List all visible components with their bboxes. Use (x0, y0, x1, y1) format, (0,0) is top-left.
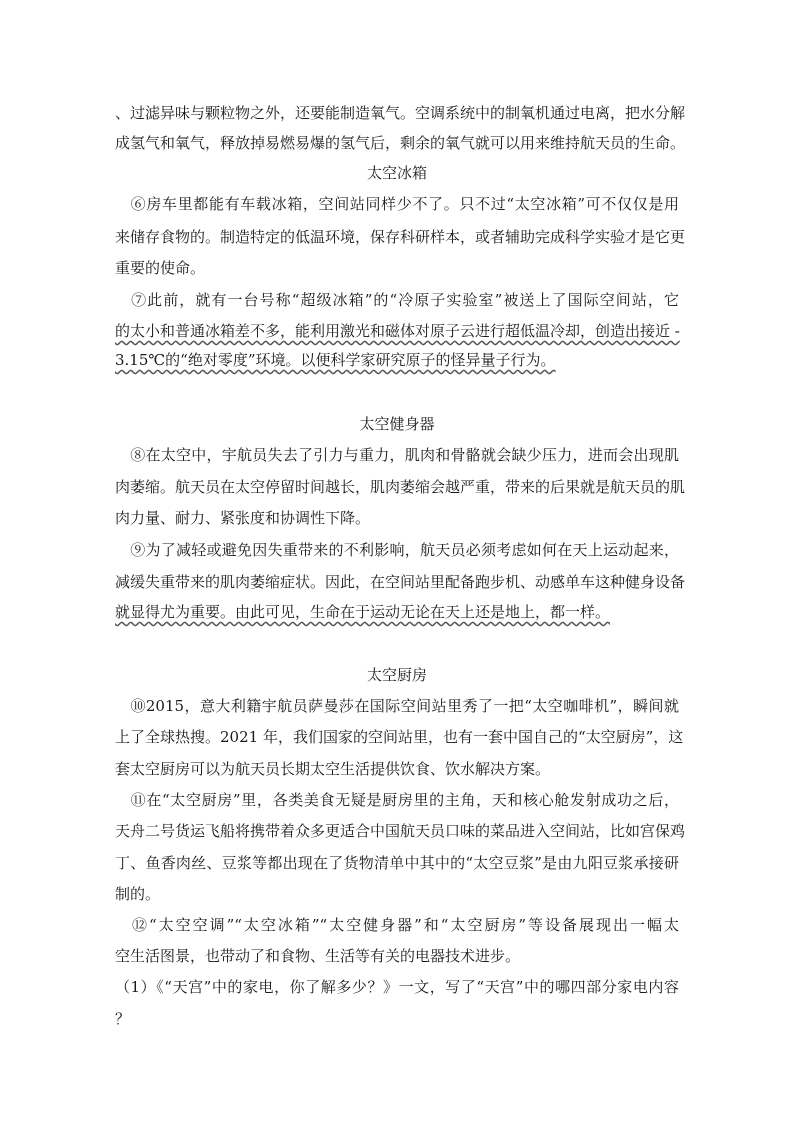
para-10-line-3: 套太空厨房可以为航天员长期太空生活提供饮食、饮水解决方案。 (115, 760, 551, 778)
para-6-line-1: ⑥房车里都能有车载冰箱，空间站同样少不了。只不过“太空冰箱”可不仅仅是用 (115, 195, 679, 213)
para-11-line-4: 制的。 (115, 885, 161, 903)
section-heading-fridge: 太空冰箱 (366, 164, 427, 182)
para-11-line-1: ⑪在“太空厨房”里，各类美食无疑是厨房里的主角，天和核心舱发射成功之后， (115, 791, 679, 809)
para-12-line-1: ⑫“太空空调”“太空冰箱”“太空健身器”和“太空厨房”等设备展现出一幅太 (115, 916, 679, 934)
para-5-line-1: 、过滤异味与颗粒物之外，还要能制造氧气。空调系统中的制氧机通过电离，把水分解 (115, 104, 686, 122)
question-1-line-1: （1）《“天宫”中的家电，你了解多少？》一文，写了“天宫”中的哪四部分家电内容 (115, 978, 679, 996)
para-6-line-2: 来储存食物的。制造特定的低温环境，保存科研样本，或者辅助完成科学实验才是它更 (115, 228, 686, 246)
para-11-line-3: 丁、鱼香肉丝、豆浆等都出现在了货物清单中其中的“太空豆浆”是由九阳豆浆承接研 (115, 854, 679, 872)
para-10-line-1: ⑩2015，意大利籍宇航员萨曼莎在国际空间站里秀了一把“太空咖啡机”，瞬间就 (115, 697, 679, 715)
section-heading-fitness: 太空健身器 (359, 415, 435, 433)
para-11-line-2: 天舟二号货运飞船将携带着众多更适合中国航天员口味的菜品进入空间站，比如宫保鸡 (115, 822, 686, 840)
question-1-line-2: ？ (115, 1010, 131, 1028)
para-9-line-3: 就显得尤为重要。由此可见，生命在于运动无论在天上还是地上，都一样。 (115, 603, 611, 621)
para-8-line-1: ⑧在太空中，宇航员失去了引力与重力，肌肉和骨骼就会缺少压力，进而会出现肌 (115, 446, 679, 464)
para-10-line-2: 上了全球热搜。2021 年，我们国家的空间站里，也有一套中国自己的“太空厨房”，这 (115, 728, 684, 746)
para-8-line-3: 肉力量、耐力、紧张度和协调性下降。 (115, 509, 371, 527)
para-7-line-3: 3.15℃的“绝对零度”环境。以便科学家研究原子的怪异量子行为。 (115, 351, 556, 369)
para-8-line-2: 肉萎缩。航天员在太空停留时间越长，肌肉萎缩会越严重，带来的后果就是航天员的肌 (115, 478, 686, 496)
para-5-line-2: 成氢气和氧气，释放掉易燃易爆的氢气后，剩余的氧气就可以用来维持航天员的生命。 (115, 134, 686, 152)
para-9-line-2: 减缓失重带来的肌肉萎缩症状。因此，在空间站里配备跑步机、动感单车这种健身设备 (115, 573, 686, 591)
para-9-line-1: ⑨为了减轻或避免因失重带来的不利影响，航天员必须考虑如何在天上运动起来， (115, 541, 679, 559)
para-7-line-1: ⑦此前，就有一台号称“超级冰箱”的“冷原子实验室”被送上了国际空间站，它 (115, 291, 679, 309)
section-heading-kitchen: 太空厨房 (366, 666, 427, 684)
para-12-line-2: 空生活图景，也带动了和食物、生活等有关的电器技术进步。 (115, 947, 521, 965)
para-7-line-2: 的太小和普通冰箱差不多，能利用激光和磁体对原子云进行超低温冷却，创造出接近 - (115, 322, 680, 340)
para-6-line-3: 重要的使命。 (115, 259, 206, 277)
